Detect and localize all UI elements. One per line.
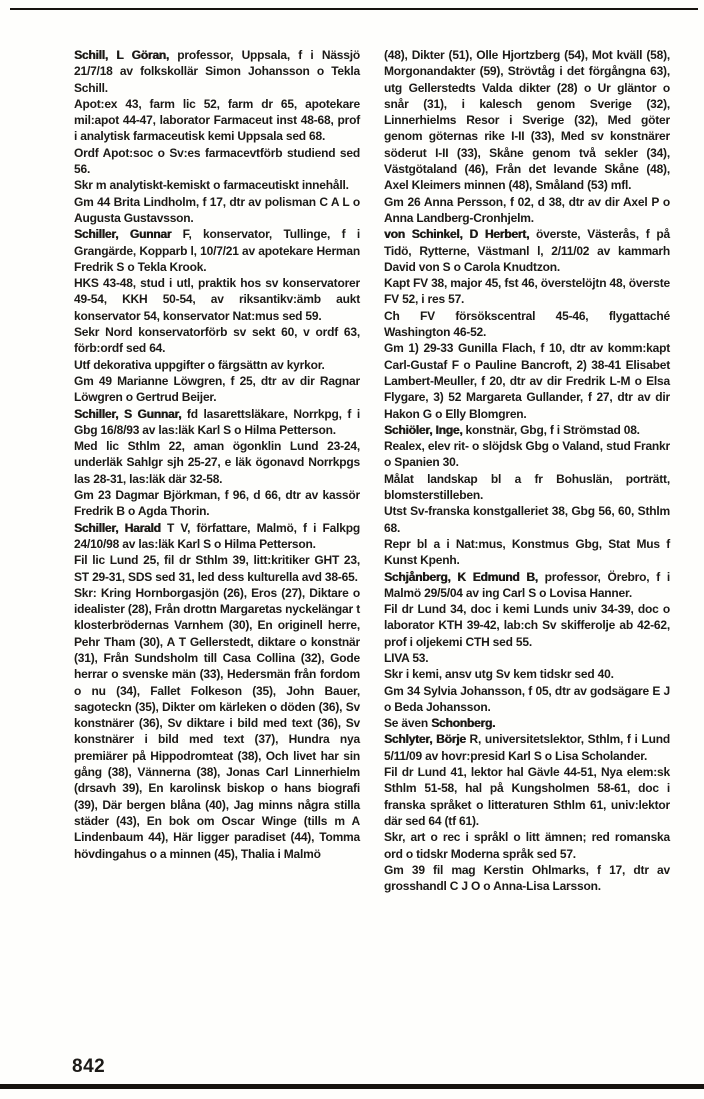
entry-paragraph [74,324,360,357]
entry-paragraph [384,650,670,666]
entry-text: Skr i kemi, ansv utg Sv kem tidskr sed 40. [384,667,614,682]
entry-text: HKS 43-48, stud i utl, praktik hos sv konservatorer 49-54, KKH 50-54, av riksantikv:ämb aukt konservator 54, konservator Nat:mus sed 59. [74,276,360,323]
entry-text: överste, Västerås, f på Tidö, Rytterne, Västmanl l, 2/11/02 av kammarh David von S o Carola Knudtzon. [384,227,671,274]
entry-text: Med lic Sthlm 22, aman ögonklin Lund 23-24, underläk Sahlgr sjh 25-27, e läk ögonavd Norrkpgs las 28-31, las:läk där 32-58. [74,439,360,486]
entry-text: konstnär, Gbg, f i Strömstad 08. [462,422,640,437]
entry-text: Gm 49 Marianne Löwgren, f 25, dtr av dir Ragnar Löwgren o Gertrud Beijer. [74,373,360,405]
entry-headword: Schiller, Harald [74,520,161,535]
entry-paragraph [74,226,360,275]
entry-paragraph [384,666,670,682]
entry-paragraph [384,715,670,731]
entry-paragraph [384,340,670,421]
entry-text: Kapt FV 38, major 45, fst 46, överstelöjtn 48, överste FV 52, i res 57. [384,276,670,307]
entry-paragraph [74,585,360,862]
entry-paragraph [384,601,670,650]
entry-text: Repr bl a i Nat:mus, Konstmus Gbg, Stat Mus f Kunst Kpenh. [384,536,670,568]
entry-text: Gm 44 Brita Lindholm, f 17, dtr av polisman C A L o Augusta Gustavsson. [74,194,360,225]
entry-paragraph [74,177,360,193]
entry-paragraph [74,96,360,145]
entry-headword: Schjånberg, K Edmund B, [384,569,538,584]
entry-text: Gm 34 Sylvia Johansson, f 05, dtr av godsägare E J o Beda Johansson. [384,683,670,714]
entry-paragraph [384,829,670,862]
entry-paragraph [74,357,360,373]
page-number: 842 [72,1056,106,1077]
entry-text: Skr: Kring Hornborgasjön (26), Eros (27), Diktare o idealister (28), Från drottn Margaretas nyckelängar t klosterbrödernas Varnhem (30), En originell herre, Pehr Tham (30), A T Gellerstedt, diktare o konstnär (31), Från Sundsholm till Casa Collina (32), Gode herrar o svenske män (33), Hedersmän från fordom o nu (34), Fallet Folkeson (35), John Bauer, sagoteckn (35), Dikter om kärleken o döden (36), Sv konstnärer (36), Sv diktare i bild med text (36), Sv konstnärer i bild med text (37), Hundra nya premiärer på Hippodromteat (38), Och livet har sin gång (38), Vännerna (38), Jonas Carl Linnerhielm (drsavh 39), En karolinsk biskop o hans biografi (39), Där bergen blåna (40), Jag minns några stilla städer (43), En bok om Oscar Winge (tills m A Lindenbaum 44), Här ligger paradiset (44), Tomma hövdingahus o a minnen (45), Thalia i Malmö [74,585,360,861]
entry-paragraph [384,683,670,716]
entry-text: R, universitetslektor, Sthlm, f i Lund 5/11/09 av hovr:presid Karl S o Lisa Scholander. [384,732,670,763]
entry-paragraph [384,226,670,275]
page-content [74,47,670,894]
entry-paragraph [384,275,670,308]
entry-text: Fil lic Lund 25, fil dr Sthlm 39, litt:kritiker GHT 23, ST 29-31, SDS sed 31, led dess kulturella avd 38-65. [74,553,360,584]
entry-headword: Schiller, S Gunnar, [74,406,182,421]
entry-paragraph [74,487,360,520]
entry-text: Skr, art o rec i språkl o litt ämnen; red romanska ord o tidskr Moderna språk sed 57. [384,830,670,861]
entry-text: Apot:ex 43, farm lic 52, farm dr 65, apotekare mil:apot 44-47, laborator Farmaceut inst 48-68, prof i analytisk farmaceutisk kemi Uppsala sed 68. [74,96,360,144]
entry-headword: Schill, L Göran, [74,48,169,62]
entry-paragraph [384,308,670,341]
entry-headword: Schiller, Gunnar [74,227,172,242]
entry-text: fd lasarettsläkare, Norrkpg, f i Gbg 16/8/93 av las:läk Karl S o Hilma Petterson. [74,406,360,437]
entry-text: T V, författare, Malmö, f i Falkpg 24/10/98 av las:läk Karl S o Hilma Petterson. [74,520,360,551]
entry-paragraph [74,438,360,487]
entry-text: (48), Dikter (51), Olle Hjortzberg (54), Mot kväll (58), Morgonandakter (59), Strövtåg i det förgångna 63), utg Gellerstedts Valda dikter (28) o Ur gläntor o snår (31), i kalesch genom Sverige (32), Linnerhielms Resor i Sverige (32), Med göter genom göternas rike I-II (33), Med sv konstnärer söderut I-II (33), Skåne genom två sekler (34), Västgötaland (46), Från det levande Skåne (48), Axel Kleimers minnen (48), Småland (53) mfl. [384,48,670,193]
entry-text: Sekr Nord konservatorförb sv sekt 60, v ordf 63, förb:ordf sed 64. [74,325,360,356]
entry-paragraph [74,373,360,406]
entry-text: Skr m analytiskt-kemiskt o farmaceutiskt innehåll. [74,178,349,193]
entry-text: Realex, elev rit- o slöjdsk Gbg o Valand, stud Frankr o Spanien 30. [384,439,670,470]
entry-text: Utst Sv-franska konstgalleriet 38, Gbg 56, 60, Sthlm 68. [384,504,670,535]
entry-text: Gm 39 fil mag Kerstin Ohlmarks, f 17, dtr av grosshandl C J O o Anna-Lisa Larsson. [384,862,670,894]
entry-text: F, konservator, Tullinge, f i Grangärde, Kopparb l, 10/7/21 av apotekare Herman Fredrik S o Tekla Krook. [74,227,360,274]
page-top-rule [10,8,698,10]
entry-text: professor, Örebro, f i Malmö 29/5/04 av ing Carl S o Lovisa Hanner. [384,569,670,600]
entry-paragraph [74,145,360,178]
entry-text: Ch FV försökscentral 45-46, flygattaché Washington 46-52. [384,308,670,340]
entry-paragraph [384,862,670,895]
entry-paragraph [384,422,670,438]
entry-paragraph [384,471,670,504]
entry-headword: Schlyter, Börje [384,732,466,747]
entry-paragraph [384,438,670,471]
text-column-right [384,47,670,894]
entry-paragraph [384,503,670,536]
entry-paragraph [74,47,360,96]
entry-text: Målat landskap bl a fr Bohuslän, porträtt, blomsterstilleben. [384,471,670,503]
entry-text: Fil dr Lund 34, doc i kemi Lunds univ 34-39, doc o laborator KTH 39-42, lab:ch Sv skifferolje ab 42-62, prof i oljekemi CTH sed 55. [384,602,670,649]
entry-headword: Schiöler, Inge, [384,422,463,437]
entry-text: Gm 1) 29-33 Gunilla Flach, f 10, dtr av komm:kapt Carl-Gustaf F o Pauline Bancroft, 2) 38-41 Elisabet Lambert-Meuller, f 20, dtr av dir Fredrik L-M o Elsa Flygare, 3) 52 Margareta Gullander, f 27, dtr av dir Hakon G o Elly Blomgren. [384,341,670,421]
entry-paragraph [384,731,670,764]
page-bottom-rule [0,1084,704,1089]
entry-paragraph [74,552,360,585]
entry-text: Ordf Apot:soc o Sv:es farmacevtförb studiend sed 56. [74,145,360,177]
entry-paragraph [74,520,360,553]
entry-text: Gm 26 Anna Persson, f 02, d 38, dtr av dir Axel P o Anna Landberg-Cronhjelm. [384,194,670,225]
text-column-left [74,47,360,894]
entry-paragraph [384,569,670,602]
entry-paragraph [74,275,360,324]
entry-paragraph [74,406,360,439]
entry-text: LIVA 53. [384,650,429,665]
entry-paragraph [384,47,670,194]
entry-text: Se även [384,716,432,731]
entry-headword: Schonberg. [431,716,496,731]
entry-paragraph [384,536,670,569]
entry-paragraph [384,764,670,829]
entry-headword: von Schinkel, D Herbert, [384,227,530,242]
entry-text: Gm 23 Dagmar Björkman, f 96, d 66, dtr av kassör Fredrik B o Agda Thorin. [74,488,360,519]
entry-text: professor, Uppsala, f i Nässjö 21/7/18 av folkskollär Simon Johansson o Tekla Schill. [74,48,360,95]
entry-text: Fil dr Lund 41, lektor hal Gävle 44-51, Nya elem:sk Sthlm 51-58, hal på Kungsholmen 58-61, doc i franska språket o litteraturen Sthlm 61, univ:lektor där sed 64 (tf 61). [384,765,670,828]
entry-paragraph [384,194,670,227]
entry-paragraph [74,194,360,227]
entry-text: Utf dekorativa uppgifter o färgsättn av kyrkor. [74,357,325,372]
